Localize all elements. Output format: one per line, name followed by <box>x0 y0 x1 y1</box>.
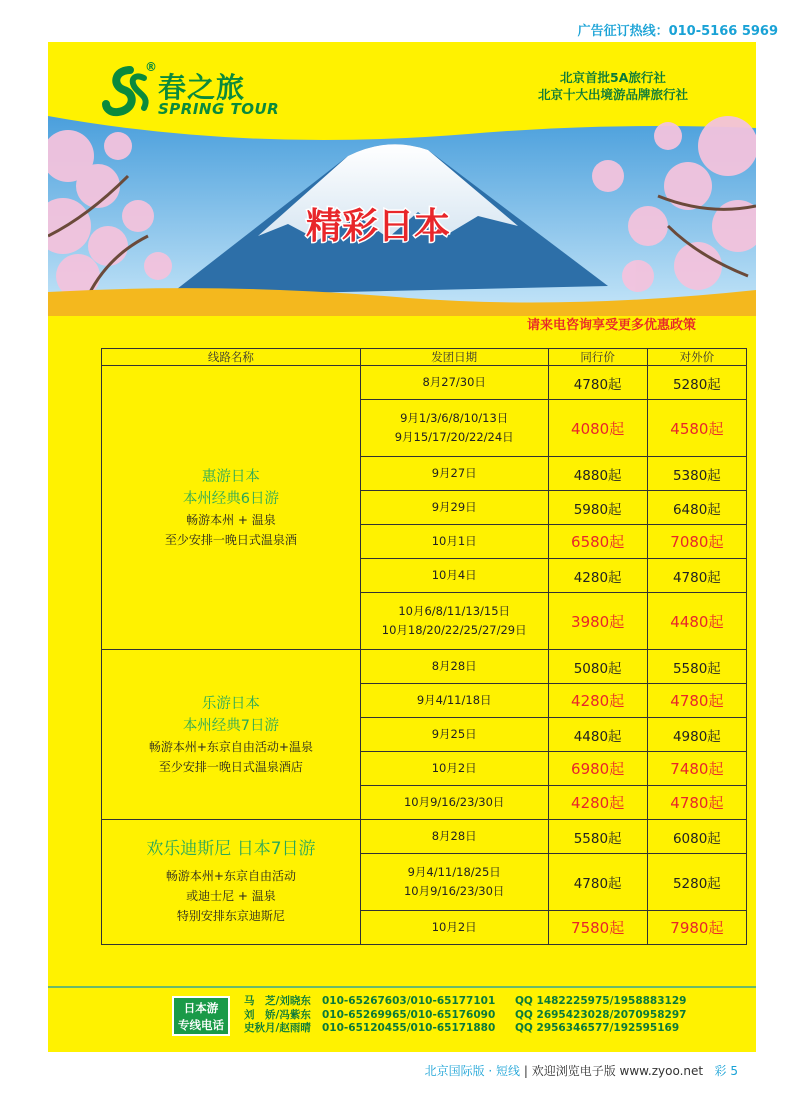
departure-date <box>360 911 548 945</box>
public-price: 4580起 <box>647 400 746 457</box>
table-body <box>102 366 747 945</box>
contact-tel[interactable]: 010-65267603/010-65177101 <box>322 995 496 1007</box>
departure-date <box>360 752 548 786</box>
registered-mark: ® <box>145 60 157 74</box>
header-public-price: 对外价 <box>647 349 746 366</box>
peer-price: 4880起 <box>548 457 647 491</box>
departure-date-line: 10月1日 <box>431 534 477 548</box>
contact-row <box>244 995 686 1009</box>
departure-date-line: 8月28日 <box>431 829 477 843</box>
public-price: 5380起 <box>647 457 746 491</box>
departure-date-line: 9月25日 <box>431 727 477 741</box>
departure-date-line: 9月15/17/20/22/24日 <box>394 430 514 444</box>
route-name[interactable]: 欢乐迪斯尼 日本7日游 <box>146 839 316 859</box>
header-route: 线路名称 <box>102 349 361 366</box>
route-subtitle: 本州经典7日游 <box>182 717 280 734</box>
route-description: 畅游本州+东京自由活动+温泉 <box>148 739 313 754</box>
departure-date-line: 9月27日 <box>431 466 477 480</box>
departure-date <box>360 366 548 400</box>
table-row <box>102 650 747 684</box>
contact-qq: QQ 2956346577/192595169 <box>515 1022 680 1034</box>
public-price: 7480起 <box>647 752 746 786</box>
peer-price: 4780起 <box>548 366 647 400</box>
route-description: 或迪士尼 + 温泉 <box>186 889 276 903</box>
departure-date-line: 10月18/20/22/25/27/29日 <box>381 623 527 637</box>
table-row <box>102 820 747 854</box>
contact-tel[interactable]: 010-65120455/010-65171880 <box>322 1022 496 1034</box>
route-cell <box>102 366 361 650</box>
departure-date <box>360 400 548 457</box>
departure-date <box>360 491 548 525</box>
table-row <box>102 366 747 400</box>
route-description: 至少安排一晚日式温泉酒 <box>164 532 297 547</box>
header-date: 发团日期 <box>360 349 548 366</box>
departure-date <box>360 650 548 684</box>
departure-date-line: 9月29日 <box>431 500 477 514</box>
public-price: 5580起 <box>647 650 746 684</box>
peer-price: 3980起 <box>548 593 647 650</box>
mount-fuji-banner <box>48 116 756 316</box>
departure-date <box>360 559 548 593</box>
contact-list <box>244 995 686 1036</box>
route-cell <box>102 650 361 820</box>
departure-date-line: 10月2日 <box>431 920 477 934</box>
departure-date-line: 8月28日 <box>431 659 477 673</box>
tour-price-table <box>101 348 747 945</box>
route-description: 畅游本州+东京自由活动 <box>165 869 296 883</box>
peer-price: 4780起 <box>548 854 647 911</box>
peer-price: 4280起 <box>548 559 647 593</box>
footer-section: 北京国际版 · 短线 <box>424 1064 521 1078</box>
peer-price: 6580起 <box>548 525 647 559</box>
contact-row <box>244 1009 686 1023</box>
departure-date-line: 10月4日 <box>431 568 477 582</box>
footer-divider <box>48 986 756 988</box>
page <box>48 42 756 1052</box>
departure-date-line: 10月9/16/23/30日 <box>403 884 505 898</box>
promo-slogan: 请来电咨询享受更多优惠政策 <box>526 318 696 333</box>
public-price: 4780起 <box>647 559 746 593</box>
public-price: 6080起 <box>647 820 746 854</box>
contact-name: 刘 娇/冯紫东 <box>244 1008 311 1021</box>
brand-name-en: SPRING TOUR <box>158 100 280 118</box>
departure-date-line: 9月4/11/18日 <box>416 693 492 707</box>
tagline-line-1: 北京首批5A旅行社 <box>560 70 666 85</box>
footer-site-text[interactable]: 欢迎浏览电子版 www.zyoo.net <box>531 1064 704 1078</box>
peer-price: 4280起 <box>548 684 647 718</box>
departure-date-line: 10月9/16/23/30日 <box>403 795 505 809</box>
route-description: 特别安排东京迪斯尼 <box>176 909 285 923</box>
public-price: 4780起 <box>647 786 746 820</box>
page-footer <box>425 1062 738 1079</box>
departure-date-line: 9月1/3/6/8/10/13日 <box>400 411 509 425</box>
departure-date-line: 8月27/30日 <box>422 375 486 389</box>
public-price: 4980起 <box>647 718 746 752</box>
departure-date <box>360 820 548 854</box>
contact-tel[interactable]: 010-65269965/010-65176090 <box>322 1008 496 1021</box>
peer-price: 4080起 <box>548 400 647 457</box>
departure-date <box>360 457 548 491</box>
table-header-row <box>102 349 747 366</box>
page-number: 彩 5 <box>714 1064 738 1078</box>
route-description: 畅游本州 + 温泉 <box>186 512 276 527</box>
public-price: 5280起 <box>647 366 746 400</box>
header-peer-price: 同行价 <box>548 349 647 366</box>
departure-date <box>360 718 548 752</box>
departure-date <box>360 684 548 718</box>
departure-date <box>360 525 548 559</box>
public-price: 4780起 <box>647 684 746 718</box>
badge-line-1: 日本游 <box>183 1001 219 1015</box>
departure-date <box>360 854 548 911</box>
ad-hotline: 广告征订热线：010-5166 5969 <box>577 24 778 39</box>
departure-date <box>360 786 548 820</box>
public-price: 7080起 <box>647 525 746 559</box>
route-subtitle: 本州经典6日游 <box>182 490 280 507</box>
public-price: 6480起 <box>647 491 746 525</box>
departure-date-line: 10月2日 <box>431 761 477 775</box>
departure-date <box>360 593 548 650</box>
departure-date-line: 10月6/8/11/13/15日 <box>398 604 511 618</box>
contact-name: 马 芝/刘晓东 <box>244 995 311 1007</box>
brand-name-cn: 春之旅 <box>158 71 246 104</box>
public-price: 5280起 <box>647 854 746 911</box>
banner-title: 精彩日本 <box>305 206 451 247</box>
contact-qq: QQ 2695423028/2070958297 <box>515 1008 687 1021</box>
tagline-line-2: 北京十大出境游品牌旅行社 <box>537 87 688 102</box>
contact-row <box>244 1022 686 1036</box>
route-name[interactable]: 乐游日本 <box>201 695 260 712</box>
public-price: 7980起 <box>647 911 746 945</box>
contact-qq: QQ 1482225975/1958883129 <box>515 995 687 1007</box>
agency-tagline <box>538 69 688 103</box>
japan-hotline-badge <box>172 996 230 1036</box>
route-name[interactable]: 惠游日本 <box>201 468 260 485</box>
peer-price: 5580起 <box>548 820 647 854</box>
peer-price: 5980起 <box>548 491 647 525</box>
peer-price: 7580起 <box>548 911 647 945</box>
footer-separator: | <box>520 1064 532 1078</box>
peer-price: 6980起 <box>548 752 647 786</box>
public-price: 4480起 <box>647 593 746 650</box>
route-description: 至少安排一晚日式温泉酒店 <box>158 759 303 774</box>
route-cell <box>102 820 361 945</box>
contact-name: 史秋月/赵雨晴 <box>244 1022 311 1034</box>
peer-price: 5080起 <box>548 650 647 684</box>
badge-line-2: 专线电话 <box>178 1018 224 1032</box>
peer-price: 4280起 <box>548 786 647 820</box>
departure-date-line: 9月4/11/18/25日 <box>407 865 501 879</box>
brand-logo[interactable] <box>100 60 320 122</box>
peer-price: 4480起 <box>548 718 647 752</box>
